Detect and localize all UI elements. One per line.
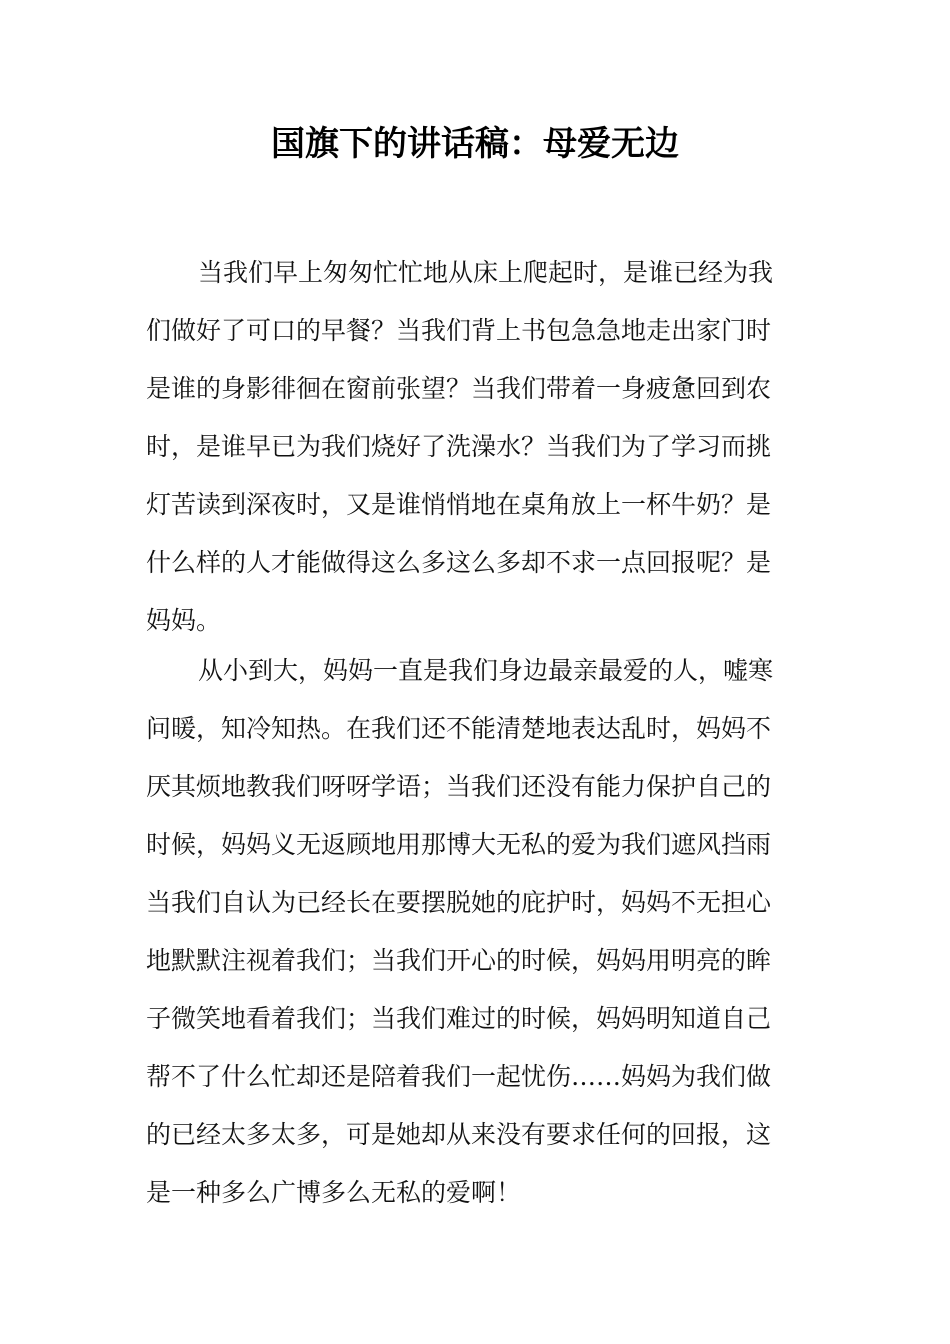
paragraph-1-line: 当我们早上匆匆忙忙地从床上爬起时，是谁已经为我	[198, 258, 774, 287]
paragraph-1-line: 什么样的人才能做得这么多这么多却不求一点回报呢？是	[146, 548, 772, 577]
paragraph-1-line: 是谁的身影徘徊在窗前张望？当我们带着一身疲惫回到农	[146, 374, 772, 403]
document-title: 国旗下的讲话稿：母爱无边	[271, 124, 679, 164]
paragraph-2-line: 是一种多么广博多么无私的爱啊！	[146, 1178, 522, 1207]
paragraph-1-line: 时，是谁早已为我们烧好了洗澡水？当我们为了学习而挑	[146, 432, 772, 461]
paragraph-2-line: 当我们自认为已经长在要摆脱她的庇护时，妈妈不无担心	[146, 888, 772, 917]
paragraph-2-line: 地默默注视着我们；当我们开心的时候，妈妈用明亮的眸	[146, 946, 772, 975]
paragraph-2-line: 子微笑地看着我们；当我们难过的时候，妈妈明知道自己	[146, 1004, 772, 1033]
paragraph-2-line: 帮不了什么忙却还是陪着我们一起忧伤……妈妈为我们做	[146, 1062, 772, 1091]
paragraph-2-line: 的已经太多太多，可是她却从来没有要求任何的回报，这	[146, 1120, 772, 1149]
paragraph-2-line: 从小到大，妈妈一直是我们身边最亲最爱的人，嘘寒	[198, 656, 774, 685]
paragraph-1-line: 妈妈。	[146, 606, 222, 635]
paragraph-2-line: 时候，妈妈义无返顾地用那博大无私的爱为我们遮风挡雨	[146, 830, 772, 859]
paragraph-2-line: 厌其烦地教我们呀呀学语；当我们还没有能力保护自己的	[146, 772, 772, 801]
paragraph-1-line: 灯苦读到深夜时，又是谁悄悄地在桌角放上一杯牛奶？是	[146, 490, 772, 519]
paragraph-1-line: 们做好了可口的早餐？当我们背上书包急急地走出家门时	[146, 316, 772, 345]
paragraph-2-line: 问暖，知冷知热。在我们还不能清楚地表达乱时，妈妈不	[146, 714, 772, 743]
